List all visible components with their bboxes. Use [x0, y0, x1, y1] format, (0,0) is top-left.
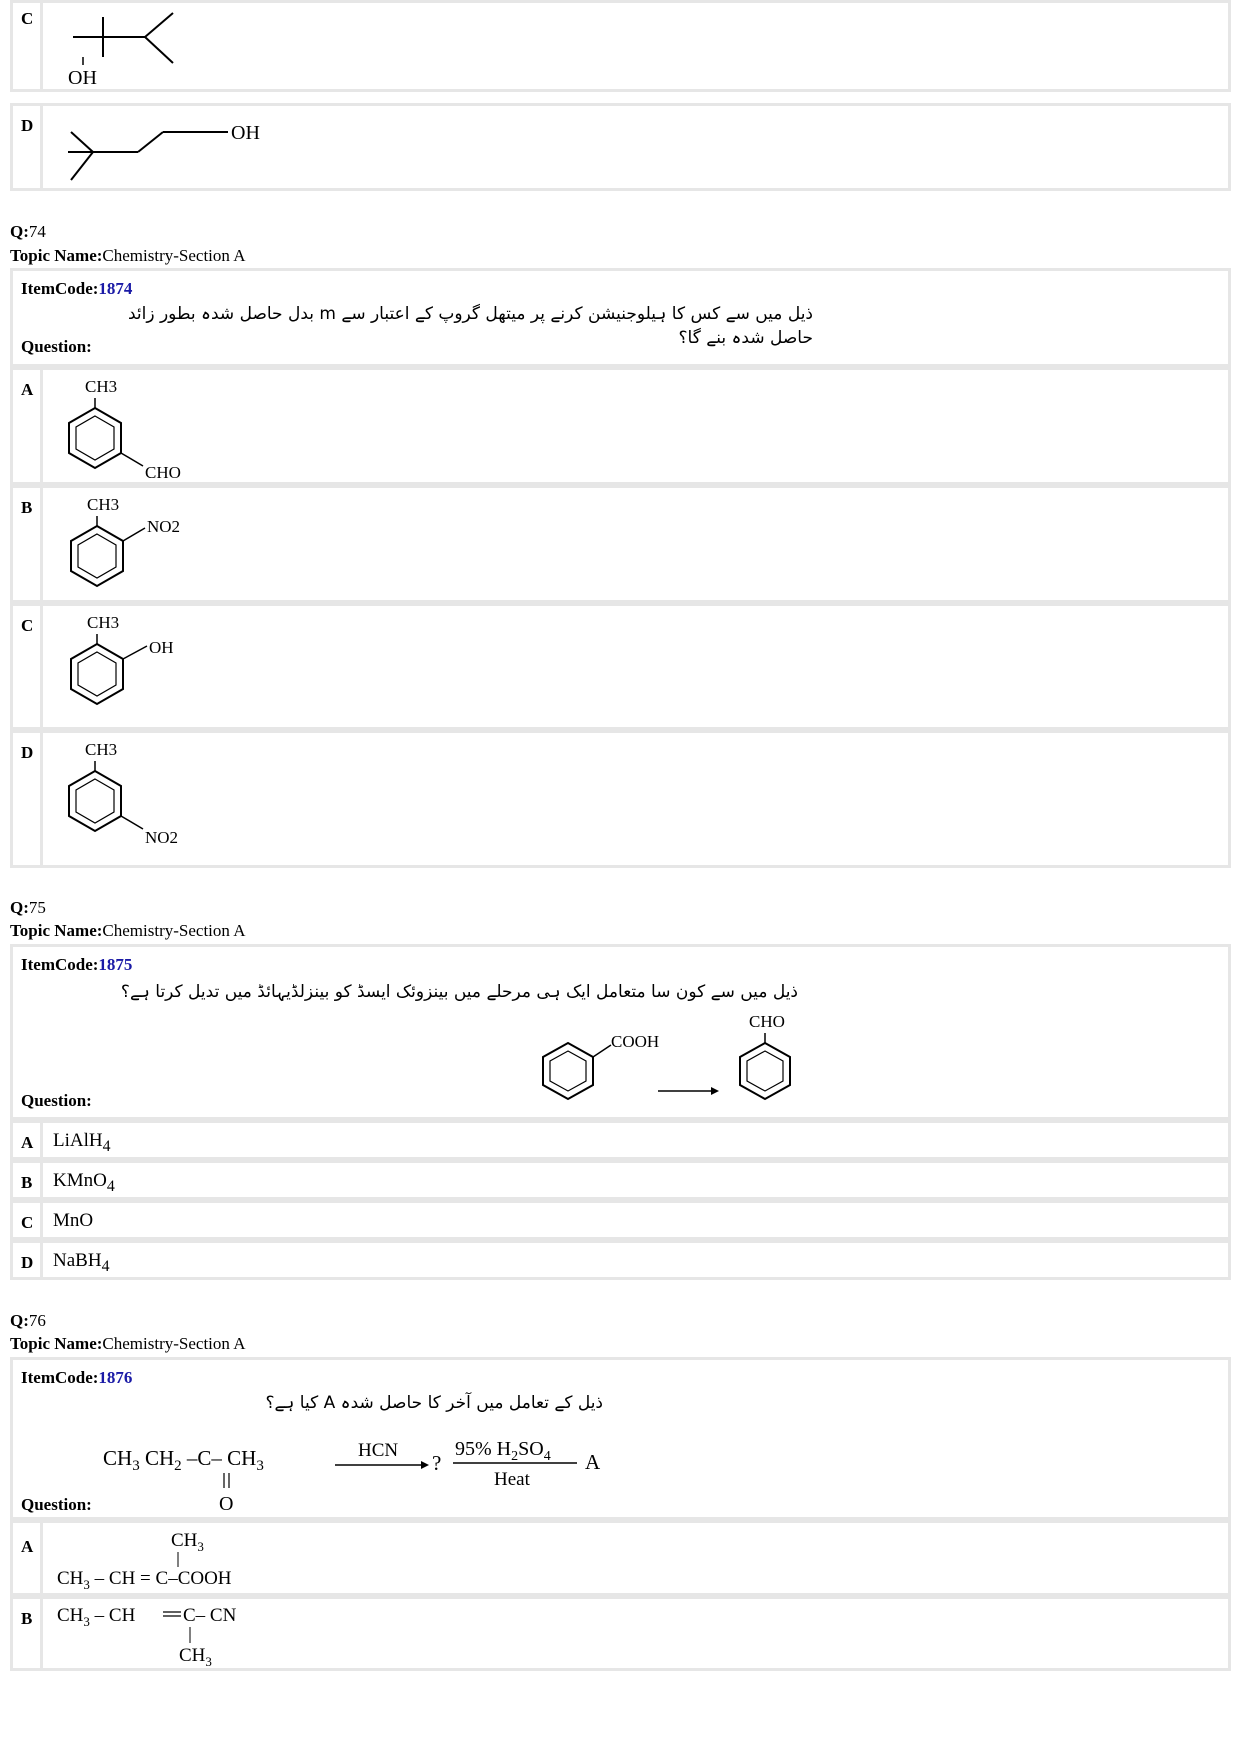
benzene-structure: [53, 735, 233, 865]
svg-text:HCN: HCN: [358, 1440, 399, 1461]
option-row-prev-c[interactable]: [10, 0, 1231, 92]
svg-text:95% H2SO4: 95% $H_2SO_4$: [455, 1438, 551, 1464]
question-box-75: [10, 944, 1231, 1120]
svg-text:CH3: $CH_3$: [171, 1530, 204, 1554]
question-box-74: [10, 268, 1231, 367]
option-letter: A: [21, 380, 34, 399]
svg-text:COOH: COOH: [611, 1032, 660, 1051]
skeletal-structure-c: [63, 7, 193, 91]
option-letter: C: [21, 9, 34, 28]
option-letter: B: [21, 498, 33, 517]
question-label: Question:: [21, 337, 92, 356]
svg-text:?: ?: [432, 1451, 442, 1475]
svg-text:CH3 – CH = C–COOH: $CH_3$ – CH = C–COOH: [57, 1568, 232, 1592]
option-row-74-a[interactable]: [10, 367, 1231, 485]
option-formula: MnO: [53, 1210, 94, 1231]
option-row-76-b[interactable]: [10, 1596, 1231, 1671]
svg-text:CH3: CH3: [87, 495, 120, 514]
structural-formula-b: [51, 1601, 291, 1671]
option-formula: KMnO$_4$: [53, 1170, 115, 1195]
option-letter: A: [21, 1133, 34, 1152]
benzene-structure: [53, 372, 233, 484]
svg-text:CH3: CH3: [85, 377, 118, 396]
svg-text:C– CN: C– CN: [183, 1605, 237, 1626]
option-letter: C: [21, 1213, 34, 1232]
svg-text:CHO: CHO: [145, 463, 181, 482]
topic-name: Topic Name:Chemistry-Section A: [10, 246, 246, 265]
benzene-structure: [53, 608, 233, 728]
svg-text:A: A: [585, 1450, 601, 1474]
option-row-75-d[interactable]: [10, 1240, 1231, 1280]
option-letter: A: [21, 1537, 34, 1556]
option-row-74-d[interactable]: [10, 730, 1231, 868]
svg-text:CHO: CHO: [749, 1012, 785, 1031]
option-letter: C: [21, 616, 34, 635]
itemcode: ItemCode:1875: [21, 955, 133, 974]
svg-text:CH3: CH3: [87, 613, 120, 632]
svg-text:CH3 – CH: $CH_3$ – CH: [57, 1605, 136, 1629]
question-box-76: [10, 1357, 1231, 1520]
svg-text:OH: OH: [68, 67, 97, 89]
option-letter: D: [21, 116, 34, 135]
svg-text:NO2: NO2: [147, 517, 181, 536]
option-row-75-c[interactable]: [10, 1200, 1231, 1240]
option-row-prev-d[interactable]: [10, 103, 1231, 191]
option-row-74-b[interactable]: [10, 485, 1231, 603]
question-number: Q:76: [10, 1311, 46, 1330]
option-letter: B: [21, 1173, 33, 1192]
option-letter: D: [21, 1253, 34, 1272]
svg-text:CH3: $CH_3$: [179, 1645, 212, 1669]
benzene-structure: [53, 490, 233, 602]
itemcode: ItemCode:1874: [21, 279, 133, 298]
svg-text:CH3 CH2 –C– CH3: $CH_3$ $CH_2$ –C– $CH_3$: [103, 1446, 264, 1474]
svg-text:NO2: NO2: [145, 828, 179, 847]
skeletal-structure-d: [63, 110, 283, 188]
option-formula: NaBH$_4$: [53, 1250, 110, 1275]
option-row-76-a[interactable]: [10, 1520, 1231, 1596]
question-urdu-line1: ذیل میں سے کون سا متعامل ایک ہی مرحلے میں بینزوئک ایسڈ کو بینزلڈیہائڈ میں تدیل کرتا ہے؟: [120, 982, 798, 1002]
option-row-75-a[interactable]: [10, 1120, 1231, 1160]
option-row-75-b[interactable]: [10, 1160, 1231, 1200]
svg-text:OH: OH: [149, 638, 174, 657]
question-urdu-line1: ذیل کے تعامل میں آخر کا حاصل شدہ A کیا ہے؟: [265, 1393, 603, 1413]
question-number: Q:74: [10, 222, 46, 241]
topic-name: Topic Name:Chemistry-Section A: [10, 921, 246, 940]
option-formula: LiAlH$_4$: [53, 1130, 111, 1155]
reaction-scheme: [103, 1438, 623, 1520]
svg-text:CH3: CH3: [85, 740, 118, 759]
option-letter: D: [21, 743, 34, 762]
svg-text:Heat: Heat: [494, 1469, 530, 1490]
svg-text:OH: OH: [231, 122, 260, 144]
topic-name: Topic Name:Chemistry-Section A: [10, 1334, 246, 1353]
question-label: Question:: [21, 1495, 92, 1514]
question-label: Question:: [21, 1091, 92, 1110]
itemcode: ItemCode:1876: [21, 1368, 133, 1387]
option-row-74-c[interactable]: [10, 603, 1231, 730]
question-number: Q:75: [10, 898, 46, 917]
option-letter: B: [21, 1609, 33, 1628]
benzoic-to-benzaldehyde-reaction: [523, 1005, 803, 1105]
question-urdu-line1: ذیل میں سے کس کا ہیلوجنیشن کرنے پر میتھل گروپ کے اعتبار سے m بدل حاصل شدہ بطور زائد: [127, 304, 813, 324]
svg-text:O: O: [219, 1493, 234, 1515]
structural-formula-a: [51, 1525, 291, 1595]
question-urdu-line2: حاصل شدہ بنے گا؟: [678, 328, 813, 348]
